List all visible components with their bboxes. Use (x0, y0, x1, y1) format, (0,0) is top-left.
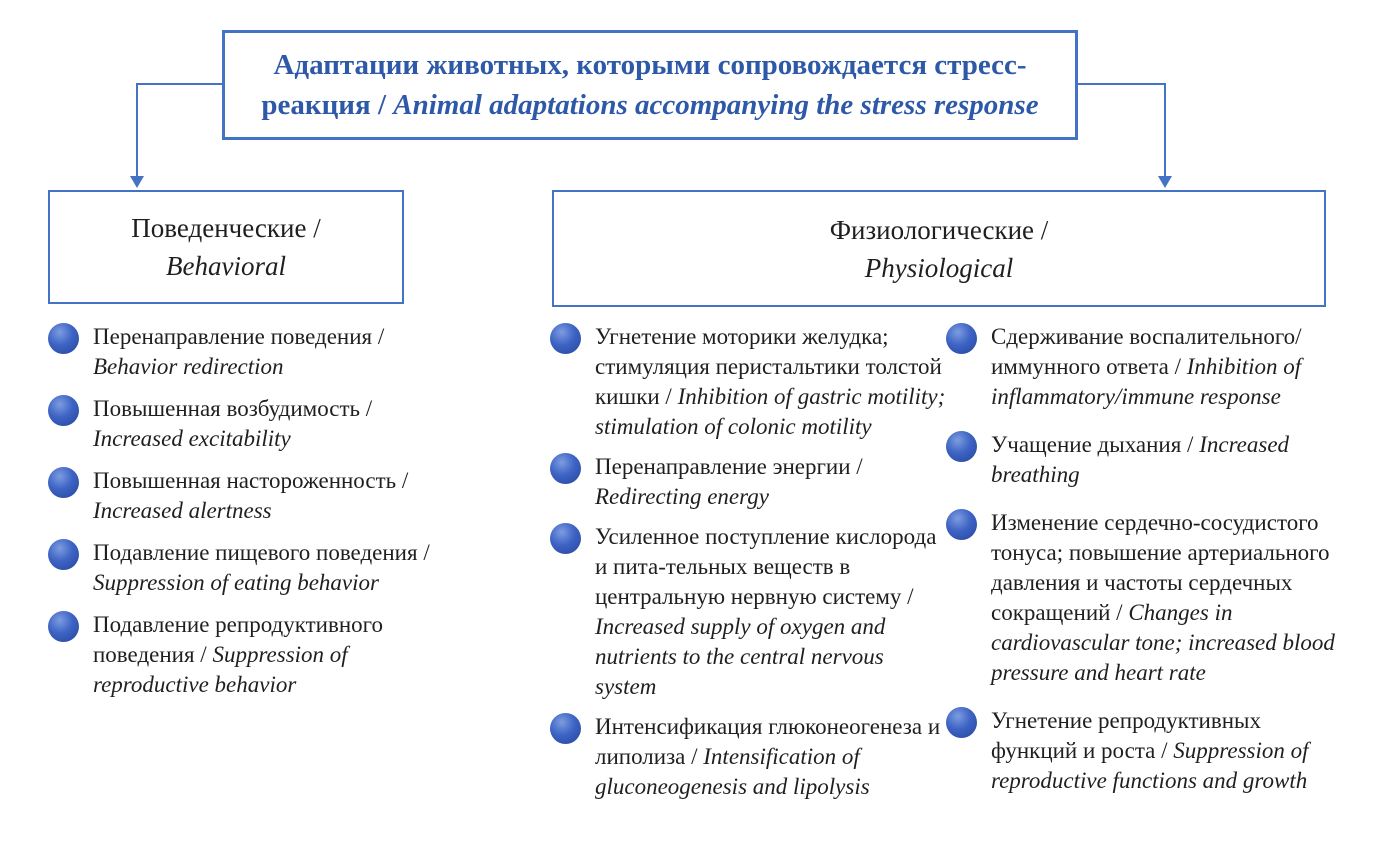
physiological-label-en: Physiological (864, 252, 1014, 283)
sphere-bullet-icon (48, 611, 79, 642)
behavioral-label-ru: Поведенческие / (131, 213, 321, 243)
list-item-text: Перенаправление поведения / Behavior redirection (93, 324, 385, 379)
list-item-text: Подавление пищевого поведения / Suppression of eating behavior (93, 540, 430, 595)
connector-left-horizontal (137, 83, 222, 85)
sphere-bullet-icon (946, 509, 977, 540)
title-box (222, 30, 1078, 140)
list-item (48, 538, 440, 598)
connector-left-vertical (136, 83, 138, 176)
list-item-text: Интенсификация глюконеогенеза и липолиза / Intensification of gluconeogenesis and lipolysis (595, 714, 941, 799)
list-item (946, 430, 1348, 490)
sphere-bullet-icon (48, 395, 79, 426)
list-item (550, 522, 950, 702)
diagram-title-ru: Адаптации животных, которыми сопровождается стресс-реакция / (261, 49, 1027, 121)
sphere-bullet-icon (946, 323, 977, 354)
list-item (48, 394, 440, 454)
list-item (550, 712, 950, 802)
physiological-label-ru: Физиологические / (829, 214, 1049, 245)
sphere-bullet-icon (946, 707, 977, 738)
behavioral-label-en: Behavioral (166, 251, 286, 281)
list-item-text: Изменение сердечно-сосудистого тонуса; повышение артериального давления и частоты сердечных сокращений / Changes in cardiovascular tone; increased blood pressure and heart rate (991, 510, 1335, 685)
list-item (550, 452, 950, 512)
list-item (946, 322, 1348, 412)
list-item-text: Повышенная возбудимость / Increased excitability (93, 396, 373, 451)
list-item-text: Повышенная настороженность / Increased alertness (93, 468, 409, 523)
physiological-list-right (946, 322, 1348, 796)
list-item-text: Сдерживание воспалительного/иммунного ответа / Inhibition of inflammatory/immune response (991, 324, 1302, 409)
connector-right-vertical (1164, 83, 1166, 176)
sphere-bullet-icon (48, 323, 79, 354)
list-item (550, 322, 950, 442)
list-item (946, 706, 1348, 796)
sphere-bullet-icon (550, 323, 581, 354)
sphere-bullet-icon (48, 467, 79, 498)
list-item-text: Учащение дыхания / Increased breathing (991, 432, 1290, 487)
list-item-text: Угнетение моторики желудка; стимуляция перистальтики толстой кишки / Inhibition of gastric motility; stimulation of colonic motility (595, 324, 946, 439)
diagram-title (243, 45, 1057, 125)
list-item-text: Усиленное поступление кислорода и пита-тельных веществ в центральную нервную систему / Increased supply of oxygen and nutrients to the central nervous system (595, 524, 937, 699)
sphere-bullet-icon (550, 713, 581, 744)
category-box-behavioral (48, 190, 404, 304)
list-item-text: Перенаправление энергии / Redirecting energy (595, 454, 863, 509)
connector-right-horizontal (1078, 83, 1166, 85)
list-item (48, 610, 440, 700)
behavioral-list (48, 322, 440, 700)
arrow-down-icon-left (130, 176, 144, 188)
category-box-physiological (552, 190, 1326, 307)
list-item (48, 466, 440, 526)
sphere-bullet-icon (550, 523, 581, 554)
sphere-bullet-icon (550, 453, 581, 484)
physiological-list-left (550, 322, 950, 802)
list-item (946, 508, 1348, 688)
sphere-bullet-icon (946, 431, 977, 462)
list-item-text: Подавление репродуктивного поведения / Suppression of reproductive behavior (93, 612, 383, 697)
arrow-down-icon-right (1158, 176, 1172, 188)
diagram-title-en: Animal adaptations accompanying the stress response (393, 89, 1039, 121)
sphere-bullet-icon (48, 539, 79, 570)
list-item (48, 322, 440, 382)
list-item-text: Угнетение репродуктивных функций и роста / Suppression of reproductive functions and growth (991, 708, 1309, 793)
